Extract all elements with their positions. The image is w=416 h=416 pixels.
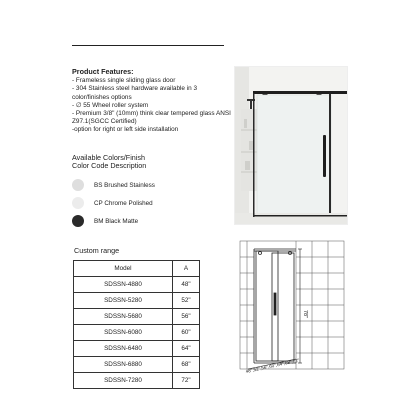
colors-title-line1: Available Colors/Finish [72, 153, 145, 162]
top-divider [72, 45, 224, 46]
table-row [74, 357, 200, 373]
table-row [74, 277, 200, 293]
model-cell: SDSSN-6880 [74, 357, 173, 373]
colors-title-line2: Color Code Description [72, 161, 147, 171]
features-title: Product Features: [72, 67, 134, 76]
table-header-row [74, 261, 200, 277]
model-cell: SDSSN-5680 [74, 309, 173, 325]
model-cell: SDSSN-6480 [74, 341, 173, 357]
color-options [72, 153, 242, 225]
brushed-stainless-swatch-icon [72, 179, 84, 191]
model-cell: SDSSN-4880 [74, 277, 173, 293]
product-photo [234, 66, 348, 225]
size-cell: 72" [173, 373, 200, 389]
shower-photo-image [235, 67, 347, 224]
feature-line: - 304 Stainless steel hardware available in 3 color/finishes options [72, 85, 199, 101]
product-features [72, 68, 234, 135]
column-header-a: A [173, 261, 200, 277]
model-cell: SDSSN-6080 [74, 325, 173, 341]
table-row [74, 309, 200, 325]
width-dimension-label: 48",52",56",60",64",68",72" [245, 357, 300, 374]
color-option-label: CP Chrome Polished [94, 199, 153, 207]
color-option-bs [72, 178, 242, 192]
black-matte-swatch-icon [72, 215, 84, 227]
table-row [74, 373, 200, 389]
color-option-label: BS Brushed Stainless [94, 181, 155, 189]
size-cell: 48" [173, 277, 200, 293]
feature-line: - Frameless single sliding glass door [72, 77, 176, 85]
size-cell: 52" [173, 293, 200, 309]
size-cell: 56" [173, 309, 200, 325]
color-option-label: BM Black Matte [94, 217, 139, 225]
custom-range-title: Custom range [74, 246, 120, 255]
size-cell: 68" [173, 357, 200, 373]
size-cell: 60" [173, 325, 200, 341]
table-row [74, 325, 200, 341]
table-row [74, 293, 200, 309]
table-row [74, 341, 200, 357]
feature-line: -option for right or left side installation [72, 126, 179, 134]
model-cell: SDSSN-7280 [74, 373, 173, 389]
model-cell: SDSSN-5280 [74, 293, 173, 309]
feature-line: - ∅ 55 Wheel roller system [72, 101, 149, 109]
height-dimension-label: 78" [302, 310, 308, 319]
feature-line: - Premium 3/8" (10mm) think clear tempered glass ANSI Z97.1(SGCC Certified) [72, 110, 233, 126]
chrome-polished-swatch-icon [72, 197, 84, 209]
shower-dimension-drawing [234, 237, 346, 379]
column-header-model: Model [74, 261, 173, 277]
size-cell: 64" [173, 341, 200, 357]
color-option-cp [72, 196, 242, 210]
color-option-bm [72, 214, 242, 228]
model-size-table [73, 260, 200, 389]
dimension-diagram [234, 237, 346, 379]
